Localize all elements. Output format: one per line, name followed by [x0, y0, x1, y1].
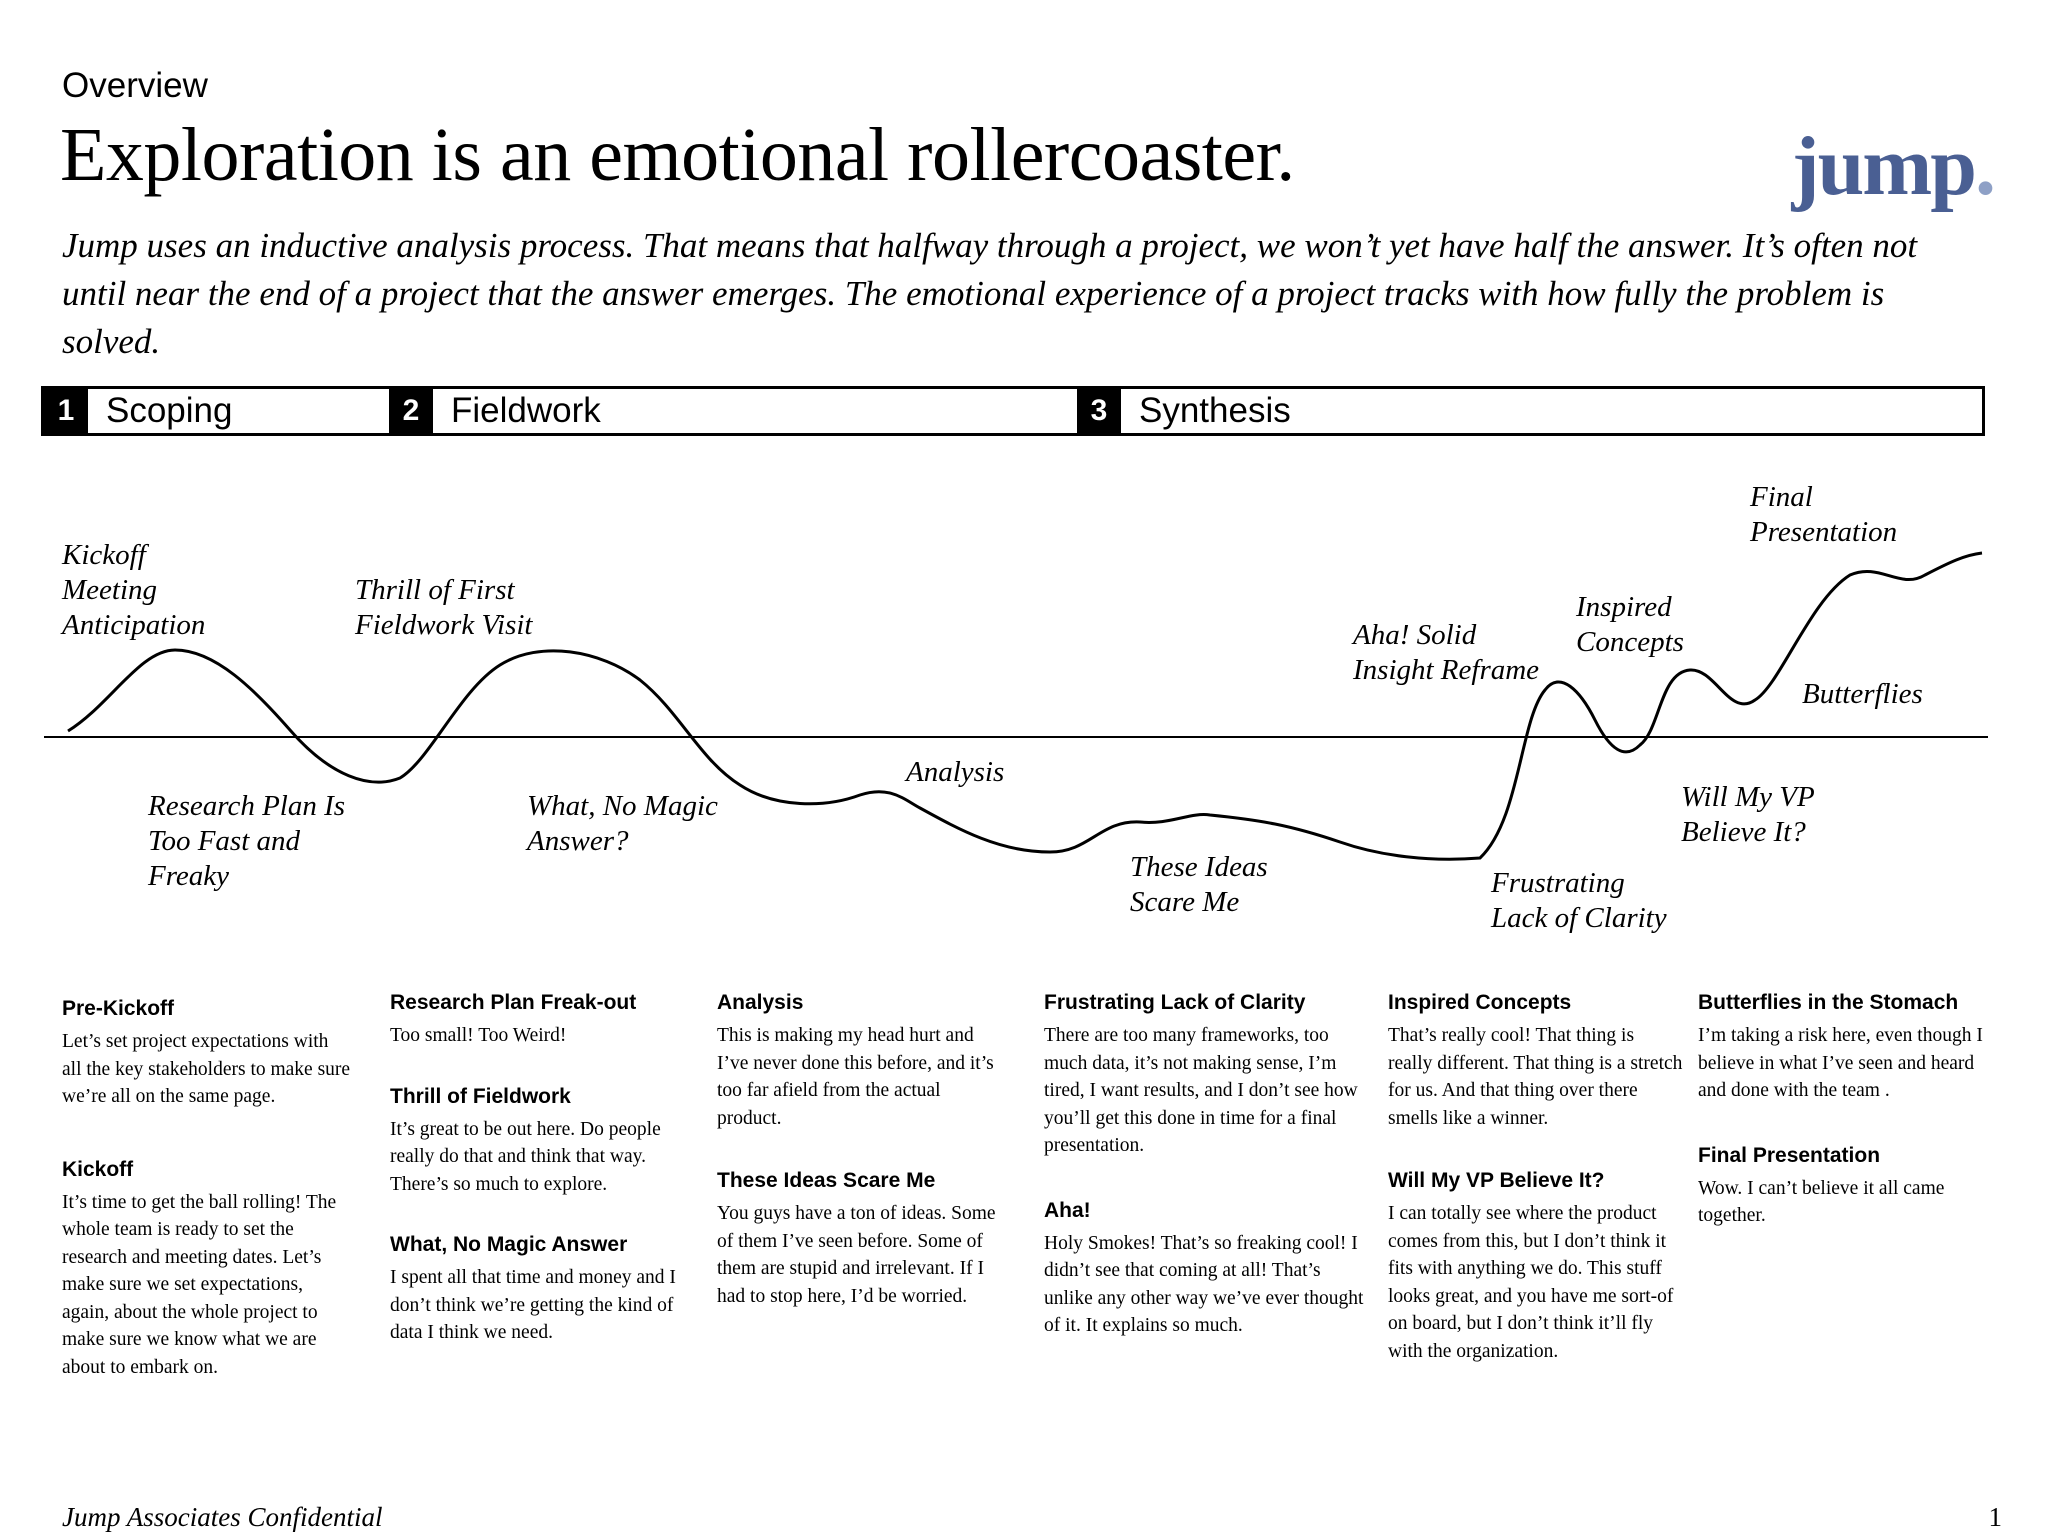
- block-text: Wow. I can’t believe it all came together.: [1698, 1177, 1945, 1226]
- curve-label-no-magic: What, No Magic Answer?: [527, 790, 718, 857]
- description-block: [1388, 1168, 1683, 1365]
- block-text: I can totally see where the product comes from this, but I don’t think it fits with anything we do. This stuff looks great, and you have me sort-of on board, but I don’t think it’ll fly with the organization.: [1388, 1203, 1674, 1362]
- curve-label-frustrating: Frustrating Lack of Clarity: [1491, 867, 1667, 934]
- description-block: [62, 996, 352, 1111]
- curve-label-research-plan: Research Plan Is Too Fast and Freaky: [148, 790, 346, 892]
- block-title: Research Plan Freak-out: [390, 991, 637, 1014]
- block-title: Butterflies in the Stomach: [1698, 991, 1959, 1014]
- curve-label-final: Final Presentation: [1750, 481, 1898, 548]
- block-title: Will My VP Believe It?: [1388, 1169, 1605, 1192]
- block-text: This is making my head hurt and I’ve never done this before, and it’s too far afield from the actual product.: [717, 1025, 994, 1129]
- phase-number: 2: [389, 389, 433, 433]
- block-text: It’s great to be out here. Do people really do that and think that way. There’s so much to explore.: [390, 1118, 661, 1195]
- block-text: That’s really cool! That thing is really different. That thing is a stretch for us. And that thing over there smells like a winner.: [1388, 1025, 1683, 1129]
- curve-label-inspired: Inspired Concepts: [1576, 591, 1684, 658]
- description-block: [1698, 990, 1988, 1105]
- block-title: Thrill of Fieldwork: [390, 1084, 571, 1108]
- description-block: [1388, 990, 1683, 1132]
- description-block: [1698, 1143, 1988, 1230]
- phase-label: Synthesis: [1139, 391, 1291, 430]
- curve-label-butterflies: Butterflies: [1802, 678, 1923, 710]
- curve-label-thrill: Thrill of First Fieldwork Visit: [355, 574, 533, 641]
- description-column-6: [1698, 990, 1988, 1258]
- description-block: [62, 1157, 352, 1382]
- block-title: These Ideas Scare Me: [717, 1169, 936, 1192]
- block-title: Final Presentation: [1698, 1143, 1881, 1167]
- block-text: I’m taking a risk here, even though I believe in what I’ve seen and heard and done with the team .: [1698, 1025, 1983, 1101]
- logo-dot: .: [1975, 120, 1994, 213]
- block-title: Pre-Kickoff: [62, 997, 175, 1020]
- description-block: [390, 1232, 680, 1347]
- logo-text: jump: [1791, 120, 1975, 213]
- description-block: [390, 1084, 680, 1199]
- page-title: Exploration is an emotional rollercoaster.: [60, 113, 1295, 197]
- curve-label-vp: Will My VP Believe It?: [1681, 781, 1815, 848]
- block-title: Inspired Concepts: [1388, 991, 1572, 1014]
- section-label: Overview: [62, 66, 208, 105]
- description-block: [717, 990, 1007, 1132]
- description-column-3: [717, 990, 1007, 1338]
- block-text: Let’s set project expectations with all the key stakeholders to make sure we’re all on the same page.: [62, 1031, 351, 1107]
- block-text: I spent all that time and money and I don’t think we’re getting the kind of data I think we need.: [390, 1267, 676, 1343]
- curve-label-kickoff: Kickoff Meeting Anticipation: [62, 539, 206, 641]
- description-block: [1044, 1198, 1374, 1340]
- footer-confidential: Jump Associates Confidential: [62, 1502, 383, 1532]
- block-title: Analysis: [717, 991, 804, 1014]
- description-block: [390, 990, 680, 1050]
- block-text: There are too many frameworks, too much data, it’s not making sense, I’m tired, I want results, and I don’t see how you’ll get this done in time for a final presentation.: [1044, 1025, 1358, 1156]
- block-text: Holy Smokes! That’s so freaking cool! I didn’t see that coming at all! That’s unlike any other way we’ve ever thought of it. It explains so much.: [1044, 1232, 1364, 1336]
- phase-label: Fieldwork: [451, 391, 601, 430]
- page-number: 1: [1988, 1502, 2002, 1532]
- curve-label-aha: Aha! Solid Insight Reframe: [1353, 619, 1540, 686]
- block-title: Kickoff: [62, 1157, 134, 1181]
- description-column-1: [62, 996, 352, 1409]
- block-text: Too small! Too Weird!: [390, 1025, 567, 1046]
- block-title: What, No Magic Answer: [390, 1233, 628, 1256]
- curve-label-scare: These Ideas Scare Me: [1130, 851, 1268, 918]
- curve-label-analysis: Analysis: [906, 756, 1005, 788]
- description-block: [717, 1168, 1007, 1310]
- description-column-2: [390, 990, 680, 1375]
- block-text: You guys have a ton of ideas. Some of them I’ve seen before. Some of them are stupid and irrelevant. If I had to stop here, I’d be worried.: [717, 1203, 996, 1307]
- description-column-5: [1388, 990, 1683, 1393]
- intro-paragraph: Jump uses an inductive analysis process. That means that halfway through a project, we won’t yet have half the answer. It’s often not until near the end of a project that the answer emerges. The emotional experience of a project tracks with how fully the problem is solved.: [62, 226, 1918, 361]
- phase-number: 3: [1077, 389, 1121, 433]
- description-column-4: [1044, 990, 1374, 1368]
- block-title: Aha!: [1044, 1198, 1091, 1222]
- block-title: Frustrating Lack of Clarity: [1044, 991, 1306, 1014]
- description-block: [1044, 990, 1374, 1160]
- block-text: It’s time to get the ball rolling! The whole team is ready to set the research and meeting dates. Let’s make sure we set expectations, again, about the whole project to make sure we know what we are about to embark on.: [62, 1191, 337, 1378]
- phase-label: Scoping: [106, 391, 233, 430]
- phase-number: 1: [44, 389, 88, 433]
